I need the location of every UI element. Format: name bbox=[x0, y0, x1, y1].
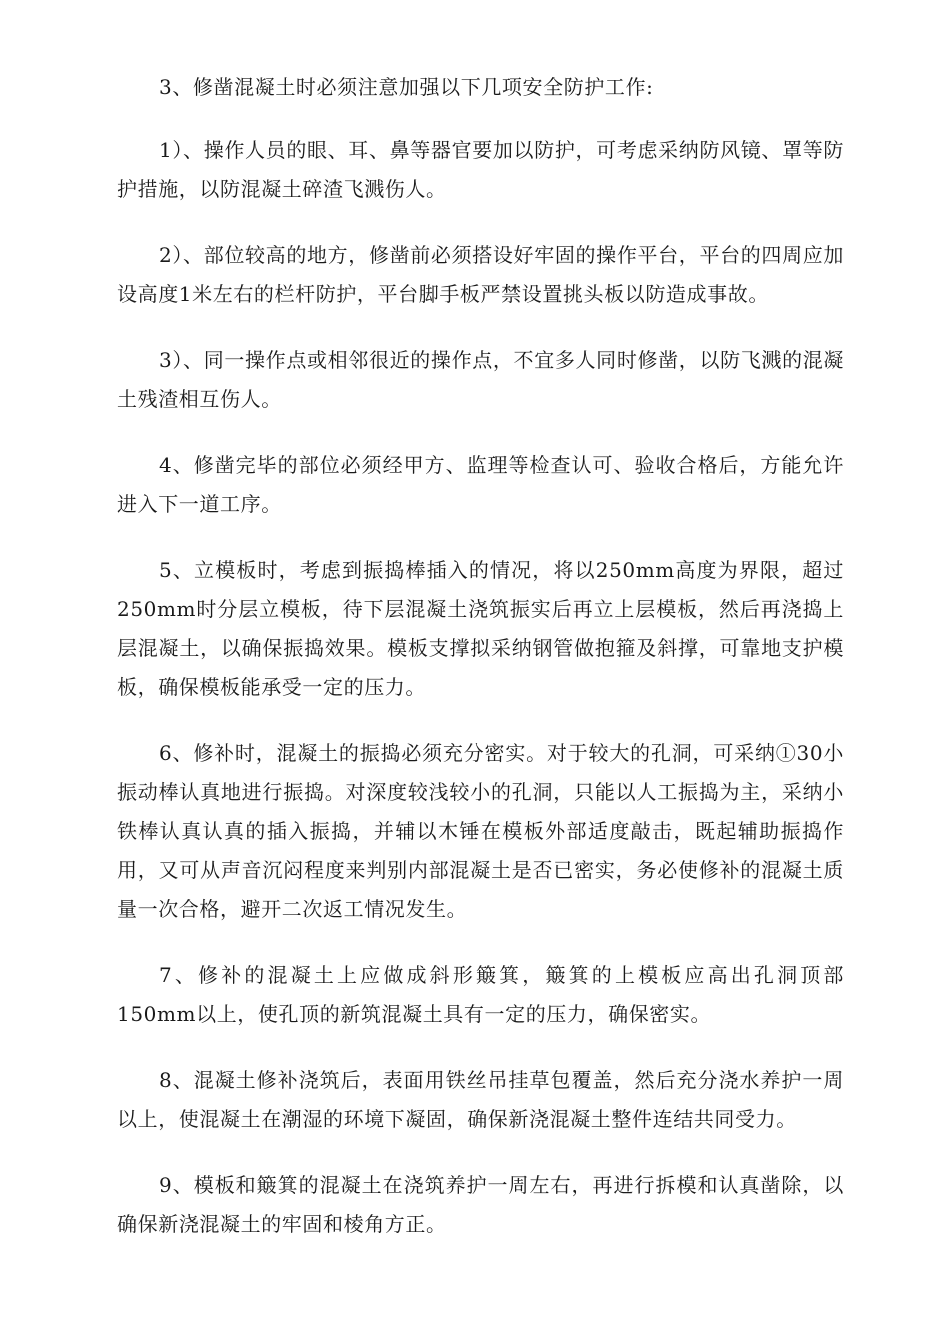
paragraph-item-7: 7、修补的混凝土上应做成斜形簸箕，簸箕的上模板应高出孔洞顶部150mm以上，使孔顶的新筑混凝土具有一定的压力，确保密实。 bbox=[117, 963, 844, 1026]
paragraph-item-8: 8、混凝土修补浇筑后，表面用铁丝吊挂草包覆盖，然后充分浇水养护一周以上，使混凝土在潮湿的环境下凝固，确保新浇混凝土整件连结共同受力。 bbox=[117, 1068, 844, 1131]
document-body bbox=[117, 68, 844, 1271]
paragraph-item-4: 4、修凿完毕的部位必须经甲方、监理等检查认可、验收合格后，方能允许进入下一道工序。 bbox=[117, 453, 844, 516]
paragraph-item-9: 9、模板和簸箕的混凝土在浇筑养护一周左右，再进行拆模和认真凿除，以确保新浇混凝土的牢固和棱角方正。 bbox=[117, 1173, 844, 1236]
paragraph-item-6: 6、修补时，混凝土的振捣必须充分密实。对于较大的孔洞，可采纳①30小振动棒认真地进行振捣。对深度较浅较小的孔洞，只能以人工振捣为主，采纳小铁棒认真认真的插入振捣，并辅以木锤在模板外部适度敲击，既起辅助振捣作用，又可从声音沉闷程度来判别内部混凝土是否已密实，务必使修补的混凝土质量一次合格，避开二次返工情况发生。 bbox=[117, 741, 844, 921]
paragraph-subitem-3: 3）、同一操作点或相邻很近的操作点，不宜多人同时修凿，以防飞溅的混凝土残渣相互伤人。 bbox=[117, 348, 844, 411]
paragraph-item-5: 5、立模板时，考虑到振捣棒插入的情况，将以250mm高度为界限，超过250mm时分层立模板，待下层混凝土浇筑振实后再立上层模板，然后再浇捣上层混凝土，以确保振捣效果。模板支撑拟采纳钢管做抱箍及斜撑，可靠地支护模板，确保模板能承受一定的压力。 bbox=[117, 558, 844, 699]
paragraph-subitem-1: 1）、操作人员的眼、耳、鼻等器官要加以防护，可考虑采纳防风镜、罩等防护措施，以防混凝土碎渣飞溅伤人。 bbox=[117, 138, 844, 201]
paragraph-subitem-2: 2）、部位较高的地方，修凿前必须搭设好牢固的操作平台，平台的四周应加设高度1米左右的栏杆防护，平台脚手板严禁设置挑头板以防造成事故。 bbox=[117, 243, 844, 306]
paragraph-item-3-heading: 3、修凿混凝土时必须注意加强以下几项安全防护工作: bbox=[159, 75, 654, 99]
